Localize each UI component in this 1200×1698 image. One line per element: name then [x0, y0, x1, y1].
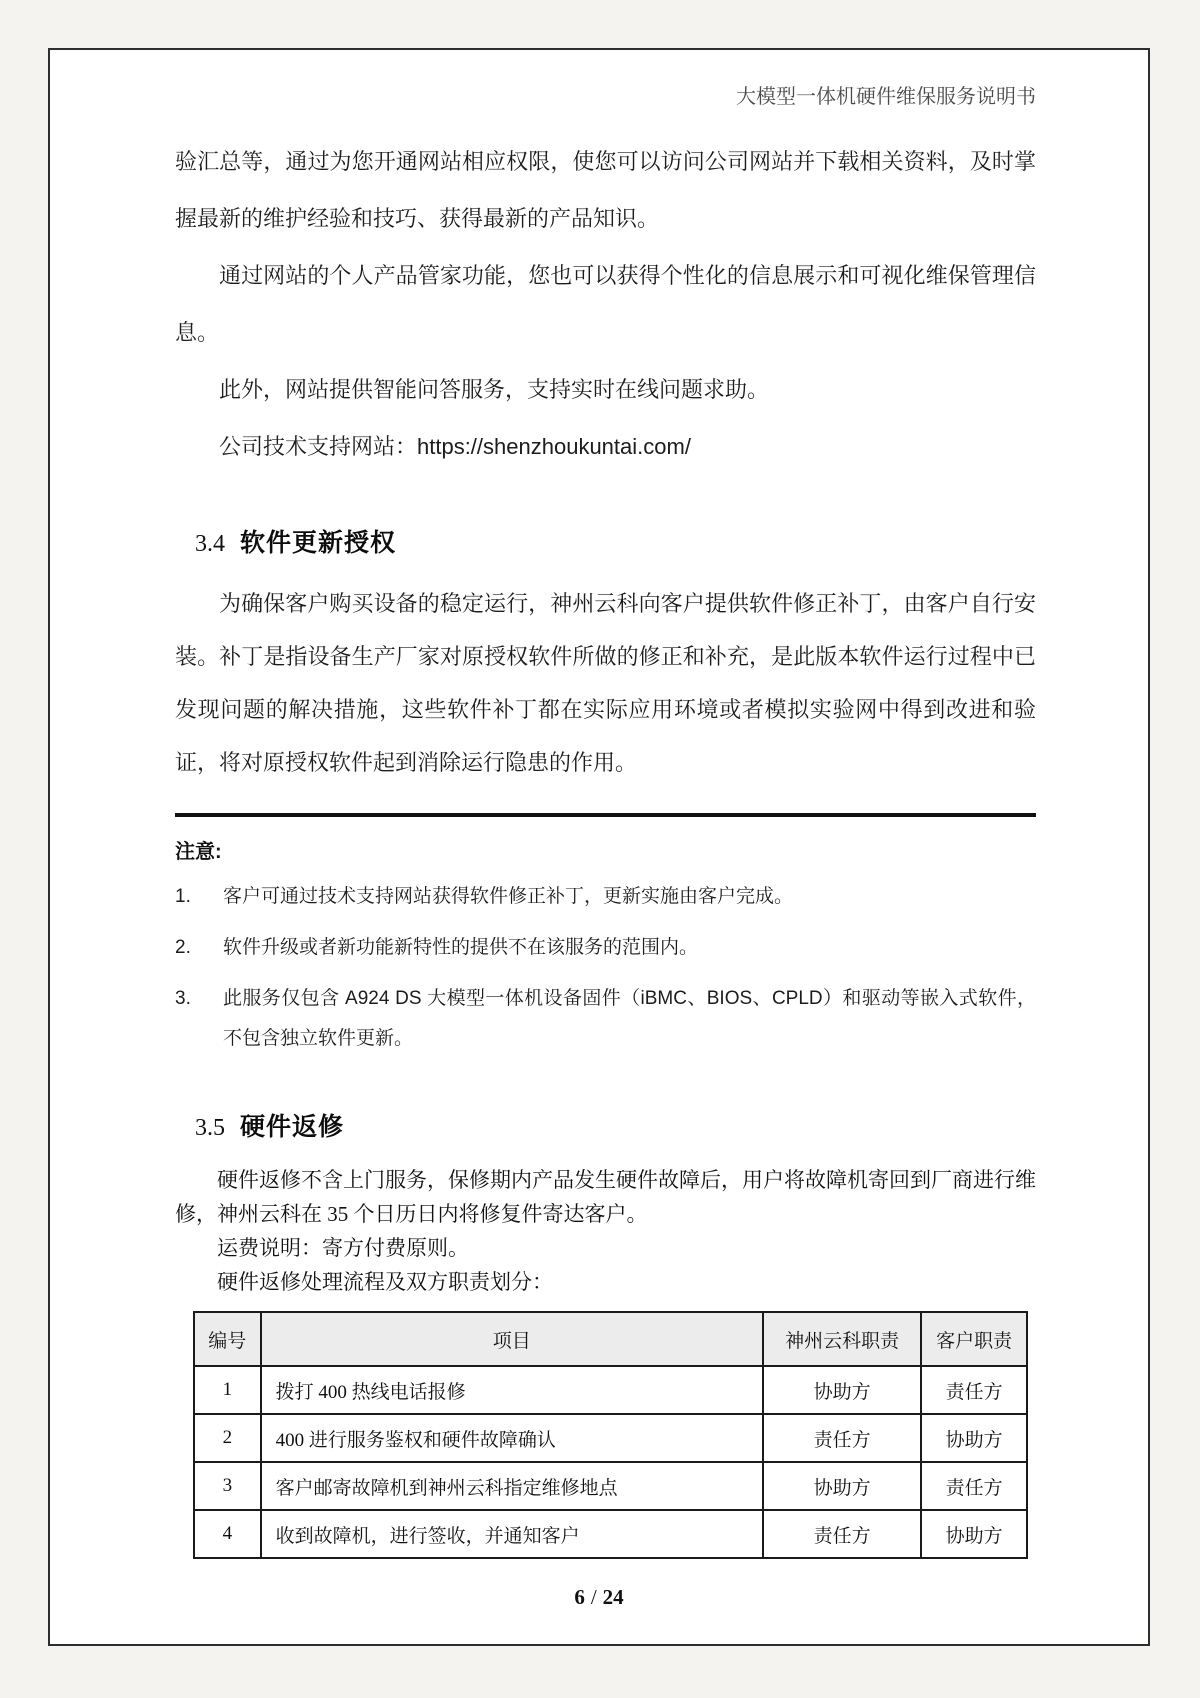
section-heading-3-5	[195, 1107, 1036, 1143]
cell-vendor-duty: 协助方	[763, 1366, 921, 1414]
note-item-text: 客户可通过技术支持网站获得软件修正补丁，更新实施由客户完成。	[223, 886, 794, 907]
section-number: 3.4	[195, 531, 225, 557]
col-header-customer-duty: 客户职责	[921, 1312, 1027, 1366]
table-row	[194, 1414, 1027, 1462]
section-number: 3.5	[195, 1115, 225, 1141]
document-page	[48, 48, 1150, 1646]
paragraph: 此外，网站提供智能问答服务，支持实时在线问题求助。	[219, 377, 770, 402]
cell-item: 收到故障机，进行签收，并通知客户	[261, 1510, 763, 1558]
table-intro-line: 硬件返修处理流程及双方职责划分：	[217, 1270, 553, 1294]
section-title: 硬件返修	[240, 1113, 345, 1141]
note-item-text: 软件升级或者新功能新特性的提供不在该服务的范围内。	[223, 937, 699, 958]
note-item-number: 2.	[175, 937, 191, 958]
cell-customer-duty: 责任方	[921, 1366, 1027, 1414]
table-header-row	[194, 1312, 1027, 1366]
cell-item: 客户邮寄故障机到神州云科指定维修地点	[261, 1462, 763, 1510]
cell-vendor-duty: 责任方	[763, 1414, 921, 1462]
cell-customer-duty: 协助方	[921, 1510, 1027, 1558]
cell-vendor-duty: 协助方	[763, 1462, 921, 1510]
cell-vendor-duty: 责任方	[763, 1510, 921, 1558]
col-header-number: 编号	[194, 1312, 261, 1366]
cell-item: 400 进行服务鉴权和硬件故障确认	[261, 1414, 763, 1462]
cell-customer-duty: 责任方	[921, 1462, 1027, 1510]
note-item-number: 3.	[175, 988, 191, 1009]
note-item-number: 1.	[175, 886, 191, 907]
support-website-line: 公司技术支持网站：https://shenzhoukuntai.com/	[219, 434, 691, 459]
col-header-vendor-duty: 神州云科职责	[763, 1312, 921, 1366]
page-number-footer	[50, 1585, 1148, 1610]
section-heading-3-4	[195, 523, 1036, 559]
table-row	[194, 1462, 1027, 1510]
paragraph-continued: 验汇总等，通过为您开通网站相应权限，使您可以访问公司网站并下载相关资料，及时掌握最新的维护经验和技巧、获得最新的产品知识。	[175, 149, 1036, 231]
current-page-number: 6	[574, 1585, 585, 1609]
note-item	[175, 877, 1036, 917]
note-divider-rule	[175, 813, 1036, 817]
note-item	[175, 979, 1036, 1059]
cell-number: 3	[194, 1462, 261, 1510]
responsibility-table	[193, 1311, 1028, 1559]
cell-number: 1	[194, 1366, 261, 1414]
page-number-separator: /	[590, 1585, 597, 1609]
cell-number: 4	[194, 1510, 261, 1558]
page-content	[50, 50, 1148, 1559]
table-row	[194, 1510, 1027, 1558]
note-item-text: 此服务仅包含 A924 DS 大模型一体机设备固件（iBMC、BIOS、CPLD）和驱动等嵌入式软件，不包含独立软件更新。	[223, 988, 1036, 1049]
col-header-item: 项目	[261, 1312, 763, 1366]
section-3-5-paragraph: 硬件返修不含上门服务，保修期内产品发生硬件故障后，用户将故障机寄回到厂商进行维修，神州云科在 35 个日历日内将修复件寄达客户。	[175, 1168, 1036, 1226]
section-title: 软件更新授权	[240, 529, 397, 557]
total-page-count: 24	[602, 1585, 624, 1609]
cell-number: 2	[194, 1414, 261, 1462]
table-row	[194, 1366, 1027, 1414]
cell-customer-duty: 协助方	[921, 1414, 1027, 1462]
cell-item: 拨打 400 热线电话报修	[261, 1366, 763, 1414]
note-item	[175, 928, 1036, 968]
shipping-note: 运费说明：寄方付费原则。	[217, 1236, 469, 1260]
running-header: 大模型一体机硬件维保服务说明书	[736, 86, 1036, 108]
note-label: 注意:	[175, 841, 222, 863]
paragraph: 通过网站的个人产品管家功能，您也可以获得个性化的信息展示和可视化维保管理信息。	[175, 263, 1036, 345]
section-3-4-body: 为确保客户购买设备的稳定运行，神州云科向客户提供软件修正补丁，由客户自行安装。补丁是指设备生产厂家对原授权软件所做的修正和补充，是此版本软件运行过程中已发现问题的解决措施，这些软件补丁都在实际应用环境或者模拟实验网中得到改进和验证，将对原授权软件起到消除运行隐患的作用。	[175, 591, 1036, 775]
